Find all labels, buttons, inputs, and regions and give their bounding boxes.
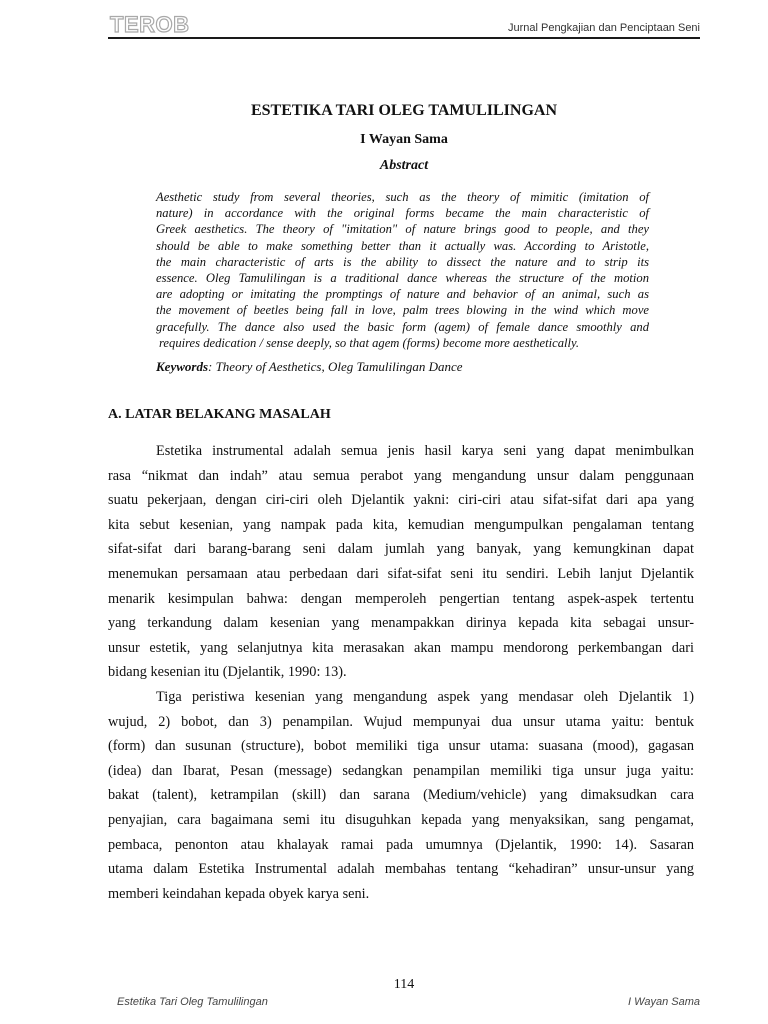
footer-article-title: Estetika Tari Oleg Tamulilingan bbox=[117, 996, 268, 1008]
paragraph-2 bbox=[108, 685, 694, 906]
abstract-text bbox=[156, 189, 649, 351]
body-line: sifat-sifat dari barang-barang seni dalam jumlah yang banyak, yang kemungkinan dapat bbox=[108, 541, 694, 558]
body-line: bakat (talent), ketrampilan (skill) dan sarana (Medium/vehicle) yang dimaksudkan cara bbox=[108, 787, 694, 804]
body-line: menarik kesimpulan bahwa: dengan memperoleh pengertian tentang aspek-aspek tertentu bbox=[108, 590, 694, 607]
keywords-text: : Theory of Aesthetics, Oleg Tamulilingan Dance bbox=[208, 359, 463, 374]
body-line: penyajian, cara bagaimana semi itu disuguhkan kepada yang menyaksikan, sang pengamat, bbox=[108, 811, 694, 828]
abstract-line: should be able to make something better than it actually was. According to Aristotle, bbox=[156, 238, 649, 253]
page-number: 114 bbox=[393, 977, 415, 992]
body-line: (form) dan susunan (structure), bobot memiliki tiga unsur utama: suasana (mood), gagasan bbox=[108, 738, 694, 755]
header-divider bbox=[108, 37, 700, 39]
body-line: utama dalam Estetika Instrumental adalah membahas tentang “kehadiran” unsur-unsur yang bbox=[108, 861, 694, 878]
abstract-heading: Abstract bbox=[379, 158, 429, 173]
body-line: Estetika instrumental adalah semua jenis hasil karya seni yang dapat menimbulkan bbox=[156, 443, 694, 459]
body-line: wujud, 2) bobot, dan 3) penampilan. Wujud mempunyai dua unsur utama yaitu: bentuk bbox=[108, 713, 694, 730]
body-line: kita sebut kesenian, yang nampak pada kita, kemudian mengumpulkan pengalaman tentang bbox=[108, 516, 694, 533]
body-line: Tiga peristiwa kesenian yang mengandung aspek yang mendasar oleh Djelantik 1) bbox=[156, 688, 694, 705]
abstract-line: are adopting or imitating the promptings of nature and behavior of an animal, such as bbox=[156, 287, 649, 302]
abstract-line: the main characteristic of arts is the ability to dissect the nature and to strip its bbox=[156, 254, 649, 269]
body-line: pembaca, penonton atau khalayak ramai pada umumnya (Djelantik, 1990: 14). Sasaran bbox=[108, 836, 694, 853]
abstract-line: the movement of beetles being fall in love, palm trees blowing in the wind which move bbox=[156, 303, 649, 318]
footer-author: I Wayan Sama bbox=[628, 996, 700, 1008]
abstract-line: nature) in accordance with the original forms became the main characteristic of bbox=[156, 206, 649, 221]
body-text bbox=[108, 439, 694, 906]
body-line: memberi keindahan kepada obyek karya seni. bbox=[108, 885, 370, 902]
body-line: unsur estetik, yang selanjutnya kita merasakan akan mampu mendorong perkembangan dari bbox=[108, 639, 694, 656]
article-author: I Wayan Sama bbox=[360, 132, 448, 147]
body-line: suatu pekerjaan, dengan ciri-ciri oleh Djelantik yakni: ciri-ciri atau sifat-sifat dari apa yang bbox=[108, 492, 694, 509]
keywords-label: Keywords bbox=[156, 359, 208, 374]
section-heading: A. LATAR BELAKANG MASALAH bbox=[108, 407, 331, 422]
body-line: (idea) dan Ibarat, Pesan (message) sedangkan penampilan memiliki tiga unsur juga yaitu: bbox=[108, 762, 694, 779]
body-line: yang terkandung dalam kesenian yang menampakkan dirinya kepada kita sebagai unsur- bbox=[108, 615, 694, 632]
body-line: rasa “nikmat dan indah” atau semua perabot yang mengandung unsur dalam penggunaan bbox=[108, 467, 694, 484]
paragraph-1 bbox=[108, 439, 694, 685]
abstract-line: Aesthetic study from several theories, such as the theory of mimitic (imitation of bbox=[156, 190, 649, 204]
body-line: bidang kesenian itu (Djelantik, 1990: 13). bbox=[108, 664, 347, 681]
journal-logo: TEROB bbox=[110, 12, 190, 37]
article-title: ESTETIKA TARI OLEG TAMULILINGAN bbox=[250, 102, 557, 119]
abstract-line: essence. Oleg Tamulilingan is a traditional dance whereas the structure of the motion bbox=[156, 271, 649, 286]
abstract-line: Greek aesthetics. The theory of "imitation" of nature brings good to people, and they bbox=[156, 222, 649, 237]
abstract-line: gracefully. The dance also used the basic form (agem) of female dance smoothly and bbox=[156, 319, 649, 334]
body-line: menemukan persamaan atau perbedaan dari sifat-sifat seni itu sendiri. Lebih lanjut Djelantik bbox=[108, 565, 694, 582]
abstract-line: requires dedication / sense deeply, so that agem (forms) become more aesthetically. bbox=[159, 335, 580, 350]
journal-name: Jurnal Pengkajian dan Penciptaan Seni bbox=[507, 22, 700, 34]
keywords bbox=[156, 359, 463, 375]
